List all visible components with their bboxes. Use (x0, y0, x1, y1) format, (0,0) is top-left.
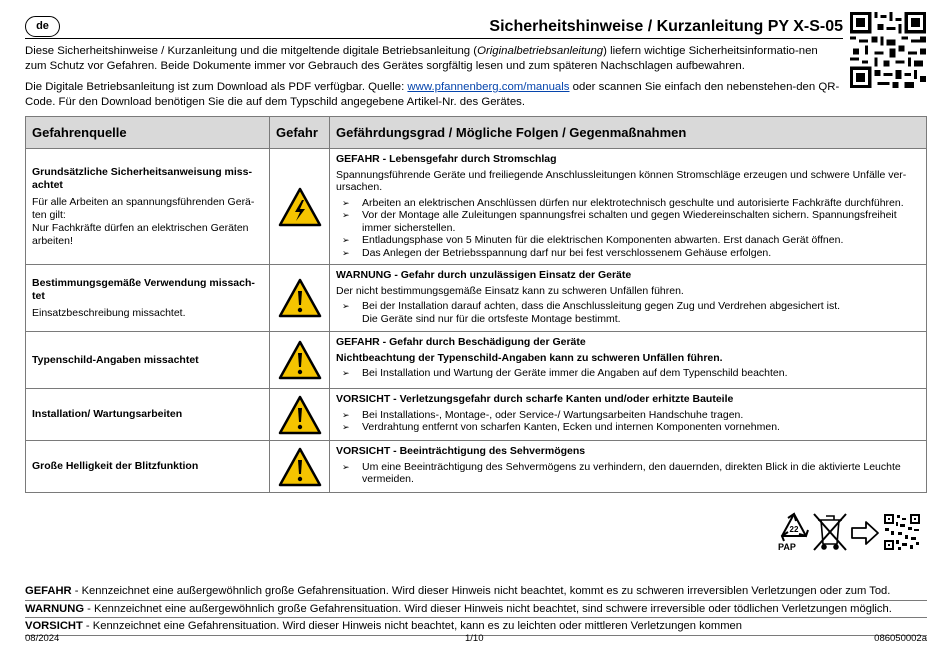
countermeasure-list (336, 409, 920, 434)
countermeasure-list (336, 300, 920, 325)
hazard-description: Spannungsführende Geräte und freiliegende Anschlussleitungen können Stromschläge erzeugen und schwere Unfälle ver-ursachen. (336, 168, 907, 193)
hazard-source-title: Grundsätzliche Sicherheitsanweisung miss-achtet (32, 165, 252, 191)
list-item (342, 421, 920, 434)
hazard-source-title: Bestimmungsgemäße Verwendung missach-tet (32, 276, 255, 302)
legend-text: - Kennzeichnet eine außergewöhnlich große Gefahrensituation. Wird dieser Hinweis nicht beachtet, sind schwere irreversible oder tödlichen Verletzungen möglich. (84, 602, 892, 615)
footer-doc-number: 086050002a (874, 633, 927, 644)
arrow-bullet-icon: ➢ (342, 235, 350, 245)
hazard-consequence-cell (330, 441, 927, 493)
countermeasure-text: Bei Installations-, Montage-, oder Service-/ Wartungsarbeiten Handschuhe tragen. (362, 408, 744, 421)
document-title: Sicherheitshinweise / Kurzanleitung PY X-S-05 (489, 18, 843, 35)
countermeasure-text: Entladungsphase von 5 Minuten für die elektrischen Komponenten abwarten. Erst danach Gerät öffnen. (362, 234, 844, 246)
hazard-heading (336, 393, 920, 406)
hazard-icon-cell (270, 149, 330, 265)
hazard-title: - Beeinträchtigung des Sehvermögens (390, 445, 586, 457)
intro-emphasis: Originalbetriebsanleitung (477, 45, 604, 57)
hazard-source-cell (26, 149, 270, 265)
arrow-bullet-icon: ➢ (342, 301, 350, 311)
countermeasure-list (336, 461, 920, 486)
list-item (342, 367, 920, 380)
hazard-consequence-cell (330, 149, 927, 265)
hazard-description: Der nicht bestimmungsgemäße Einsatz kann zu schweren Unfällen führen. (336, 284, 684, 297)
recycling-label: PAP (778, 542, 796, 552)
language-badge: de (25, 16, 60, 37)
signal-word-legend (25, 583, 927, 636)
table-row (26, 149, 927, 265)
electric-hazard-icon (278, 187, 322, 227)
countermeasure-list (336, 367, 920, 380)
list-item (342, 461, 920, 486)
warning-icon (278, 395, 322, 435)
intro-paragraph-2 (25, 80, 840, 109)
countermeasure-text: Bei der Installation darauf achten, dass die Anschlussleitung gegen Zug und Verdrehen abgesichert ist. (362, 300, 841, 312)
arrow-bullet-icon: ➢ (342, 422, 350, 432)
header-danger: Gefahr (270, 117, 330, 149)
hazard-source-cell (26, 332, 270, 389)
arrow-bullet-icon: ➢ (342, 409, 350, 420)
header-consequence: Gefährdungsgrad / Mögliche Folgen / Gegenmaßnahmen (330, 117, 927, 149)
table-row (26, 441, 927, 493)
hazard-title: - Verletzungsgefahr durch scharfe Kanten und/oder erhitzte Bauteile (390, 393, 734, 405)
hazard-heading (336, 153, 920, 166)
arrow-right-icon (852, 522, 878, 544)
countermeasure-text: Die Geräte sind nur für die ortsfeste Montage bestimmt. (362, 312, 621, 325)
header-source: Gefahrenquelle (26, 117, 270, 149)
qr-code-icon[interactable] (850, 12, 926, 88)
hazard-description: Nichtbeachtung der Typenschild-Angaben kann zu schweren Unfällen führen. (336, 351, 723, 364)
intro-text: Die Digitale Betriebsanleitung ist zum Download als PDF verfügbar. Quelle: (25, 81, 408, 93)
legend-term: GEFAHR (25, 585, 72, 597)
hazard-icon-cell (270, 389, 330, 441)
countermeasure-text: Vor der Montage alle Zuleitungen spannungsfrei schalten und gegen Wiedereinschalten sichern. Spannungsfreiheit immer sicherstellen. (362, 209, 897, 234)
footer-page-number: 1/10 (465, 633, 484, 644)
title-divider (25, 38, 843, 39)
warning-icon (278, 278, 322, 318)
list-item (342, 234, 920, 247)
intro-paragraph-1 (25, 44, 840, 73)
hazard-consequence-cell (330, 389, 927, 441)
intro-text: Diese Sicherheitshinweise / Kurzanleitung und die mitgeltende digitale Betriebsanleitung ( (25, 45, 478, 57)
legend-row (25, 583, 927, 601)
hazard-level: GEFAHR (336, 153, 380, 165)
table-row (26, 332, 927, 389)
countermeasure-list (336, 197, 920, 260)
intro-text: oder scannen Sie einfach den nebenstehen-den QR-Code. Für den Download benötigen Sie die auf dem Typschild angegebene Artikel-Nr. des Gerätes. (25, 81, 840, 108)
arrow-bullet-icon: ➢ (342, 210, 350, 220)
arrow-bullet-icon: ➢ (342, 368, 350, 378)
hazard-level: GEFAHR (336, 336, 380, 348)
table-row (26, 389, 927, 441)
hazard-source-cell (26, 389, 270, 441)
hazard-source-text: Einsatzbeschreibung missachtet. (32, 306, 186, 319)
hazard-table (25, 116, 927, 493)
legend-text: - Kennzeichnet eine außergewöhnlich große Gefahrensituation. Wird dieser Hinweis nicht beachtet, kommt es zu schweren irreversiblen Verletzungen oder zum Tod. (71, 585, 891, 597)
legend-term: VORSICHT (25, 620, 83, 632)
countermeasure-text: Verdrahtung entfernt von scharfen Kanten, Ecken und internen Komponenten vornehmen. (362, 421, 780, 433)
crossed-bin-icon (814, 514, 846, 550)
hazard-icon-cell (270, 441, 330, 493)
countermeasure-text: Das Anlegen der Betriebsspannung darf nur bei fest verschlossenem Gehäuse erfolgen. (362, 246, 772, 259)
arrow-bullet-icon: ➢ (342, 197, 350, 208)
countermeasure-text: Um eine Beeinträchtigung des Sehvermögens zu verhindern, den dauernden, direkten Blick in die aktivierte Leuchte vermeiden. (362, 460, 901, 485)
legend-row (25, 601, 927, 619)
hazard-source-title: Installation/ Wartungsarbeiten (32, 408, 183, 420)
table-row (26, 265, 927, 332)
list-item (342, 300, 920, 325)
legend-term: WARNUNG (25, 602, 85, 615)
legend-text: - Kennzeichnet eine Gefahrensituation. Wird dieser Hinweis nicht beachtet, kann es zu leichten oder mittleren Verletzungen kommen (82, 620, 742, 632)
warning-icon (278, 447, 322, 487)
hazard-level: VORSICHT (336, 445, 391, 457)
hazard-source-cell (26, 441, 270, 493)
table-header-row (26, 117, 927, 149)
list-item (342, 247, 920, 260)
hazard-source-title: Große Helligkeit der Blitzfunktion (32, 460, 199, 472)
hazard-source-text: Nur Fachkräfte dürfen an elektrischen Geräten arbeiten! (32, 221, 249, 247)
hazard-consequence-cell (330, 265, 927, 332)
manuals-link[interactable]: www.pfannenberg.com/manuals (407, 81, 570, 93)
hazard-title: - Gefahr durch Beschädigung der Geräte (379, 336, 586, 348)
hazard-level: VORSICHT (336, 393, 391, 405)
list-item (342, 197, 920, 210)
hazard-source-text: Für alle Arbeiten an spannungsführenden Gerä-ten gilt: (32, 195, 255, 221)
hazard-source-cell (26, 265, 270, 332)
qr-code-icon (884, 514, 920, 550)
hazard-source-title: Typenschild-Angaben missachtet (32, 353, 199, 366)
recycling-code: 22 (789, 525, 799, 534)
hazard-icon-cell (270, 332, 330, 389)
footer-date: 08/2024 (25, 633, 60, 644)
hazard-title: - Lebensgefahr durch Stromschlag (379, 153, 557, 165)
hazard-consequence-cell (330, 332, 927, 389)
hazard-level: WARNUNG (336, 269, 392, 281)
arrow-bullet-icon: ➢ (342, 461, 350, 472)
intro-text: ) liefern wichtige Sicherheitsinformatio-nen zum Schutz vor Gefahren. Beide Dokumente immer vor Gebrauch des Gerätes sorgfältig lesen und zum späteren Nachschlagen aufbewahren. (25, 45, 818, 72)
hazard-heading (336, 269, 920, 282)
hazard-heading (336, 445, 920, 458)
hazard-icon-cell (270, 265, 330, 332)
hazard-title: - Gefahr durch unzulässigen Einsatz der Geräte (391, 269, 632, 281)
list-item (342, 409, 920, 422)
list-item (342, 209, 920, 234)
countermeasure-text: Arbeiten an elektrischen Anschlüssen dürfen nur elektrotechnisch geschulte und autorisierte Fachkräfte durchführen. (362, 196, 904, 209)
arrow-bullet-icon: ➢ (342, 247, 350, 258)
hazard-heading (336, 336, 920, 349)
warning-icon (278, 340, 322, 380)
countermeasure-text: Bei Installation und Wartung der Geräte immer die Angaben auf dem Typenschild beachten. (362, 367, 788, 379)
